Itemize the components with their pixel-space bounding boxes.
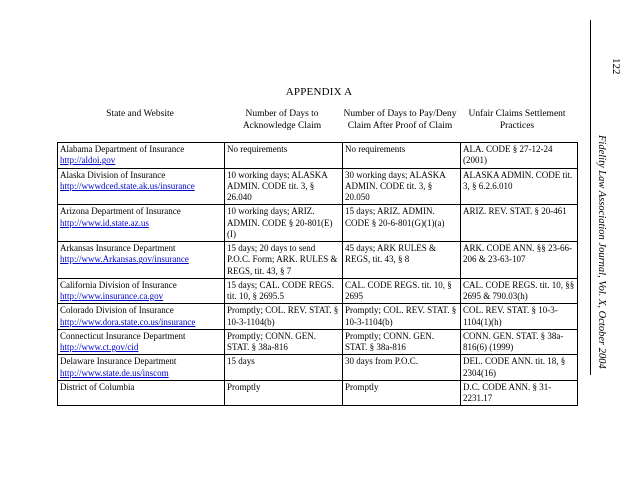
pay-deny-cell: 45 days; ARK RULES & REGS, tit. 43, § 8 [343, 242, 461, 279]
table-row [58, 278, 578, 304]
table-row [58, 355, 578, 381]
agency-name: Alabama Department of Insurance [60, 144, 185, 154]
table-row [58, 304, 578, 330]
practices-cell: ARIZ. REV. STAT. § 20-461 [461, 205, 578, 242]
pay-deny-cell: 15 days; ARIZ. ADMIN. CODE § 20-6-801(G)(1)(a) [343, 205, 461, 242]
acknowledge-cell: Promptly [225, 380, 343, 406]
state-cell [58, 380, 225, 406]
header-acknowledge: Number of Days to Acknowledge Claim [242, 109, 322, 131]
pay-deny-cell: Promptly [343, 380, 461, 406]
acknowledge-cell: No requirements [225, 143, 343, 169]
acknowledge-cell: 15 days; 20 days to send P.O.C. Form; ARK. RULES & REGS, tit. 43, § 7 [225, 242, 343, 279]
state-cell [58, 242, 225, 279]
pay-deny-cell: Promptly; CONN. GEN. STAT. § 38a-816 [343, 329, 461, 355]
agency-website-link[interactable]: http://www.Arkansas.gov/insurance [60, 254, 189, 265]
agency-name: Alaska Division of Insurance [60, 169, 166, 180]
table-row [58, 205, 578, 242]
agency-name: Colorado Division of Insurance [60, 305, 174, 316]
vertical-rule [590, 20, 591, 375]
pay-deny-cell: CAL. CODE REGS. tit. 10, § 2695 [343, 278, 461, 304]
header-pay-deny: Number of Days to Pay/Deny Claim After Proof of Claim [343, 109, 457, 131]
acknowledge-cell: 10 working days; ARIZ. ADMIN. CODE § 20-801(E)(I) [225, 205, 343, 242]
table-row [58, 329, 578, 355]
practices-cell: ALA. CODE § 27-12-24 (2001) [461, 143, 578, 169]
practices-cell: CONN. GEN. STAT. § 38a-816(6) (1999) [461, 329, 578, 355]
column-headers [57, 109, 575, 133]
agency-name: California Division of Insurance [60, 279, 177, 290]
state-cell [58, 205, 225, 242]
acknowledge-cell: 15 days; CAL. CODE REGS. tit. 10, § 2695.5 [225, 278, 343, 304]
header-state: State and Website [106, 109, 174, 119]
practices-cell: D.C. CODE ANN. § 31-2231.17 [461, 380, 578, 406]
appendix-title: APPENDIX A [285, 86, 353, 98]
state-cell [58, 168, 225, 205]
agency-name: District of Columbia [60, 381, 135, 392]
practices-cell: DEL. CODE ANN. tit. 18, § 2304(16) [461, 355, 578, 381]
pay-deny-cell: 30 working days; ALASKA ADMIN. CODE tit. 3, § 20.050 [343, 168, 461, 205]
agency-website-link[interactable]: http://www.state.de.us/inscom [60, 367, 169, 378]
acknowledge-cell: Promptly; CONN. GEN. STAT. § 38a-816 [225, 329, 343, 355]
practices-cell: COL. REV. STAT. § 10-3-1104(1)(h) [461, 304, 578, 330]
running-head: Fidelity Law Association Journal, Vol. X, October 2004 [596, 135, 607, 369]
pay-deny-cell: No requirements [343, 143, 461, 169]
acknowledge-cell: 15 days [225, 355, 343, 381]
acknowledge-cell: 10 working days; ALASKA ADMIN. CODE tit. 3, § 26.040 [225, 168, 343, 205]
acknowledge-cell: Promptly; COL. REV. STAT. § 10-3-1104(b) [225, 304, 343, 330]
header-practices: Unfair Claims Settlement Practices [468, 109, 566, 131]
agency-website-link[interactable]: http://www.insurance.ca.gov [60, 291, 164, 301]
pay-deny-cell: 30 days from P.O.C. [343, 355, 461, 381]
agency-website-link[interactable]: http://aldoi.gov [60, 155, 116, 166]
state-cell [58, 304, 225, 330]
agency-name: Arkansas Insurance Department [60, 243, 176, 253]
agency-website-link[interactable]: http://wwwdced.state.ak.us/insurance [60, 180, 195, 191]
practices-cell: ARK. CODE ANN. §§ 23-66-206 & 23-63-107 [461, 242, 578, 279]
agency-website-link[interactable]: http://www.dora.state.co.us/insurance [60, 316, 196, 327]
agency-website-link[interactable]: http://www.id.state.az.us [60, 217, 149, 228]
table-row [58, 380, 578, 406]
agency-name: Connecticut Insurance Department [60, 330, 186, 341]
state-cell [58, 355, 225, 381]
table-row [58, 143, 578, 169]
pay-deny-cell: Promptly; COL. REV. STAT. § 10-3-1104(b) [343, 304, 461, 330]
table-row [58, 242, 578, 279]
practices-cell: CAL. CODE REGS. tit. 10, §§ 2695 & 790.03(h) [461, 278, 578, 304]
agency-name: Delaware Insurance Department [60, 356, 177, 367]
agency-name: Arizona Department of Insurance [60, 206, 181, 217]
appendix-table [57, 142, 578, 406]
agency-website-link[interactable]: http://www.ct.gov/cid [60, 342, 139, 352]
table-row [58, 168, 578, 205]
state-cell [58, 329, 225, 355]
state-cell [58, 278, 225, 304]
practices-cell: ALASKA ADMIN. CODE tit. 3, § 6.2.6.010 [461, 168, 578, 205]
state-cell [58, 143, 225, 169]
page-number: 122 [610, 58, 622, 75]
